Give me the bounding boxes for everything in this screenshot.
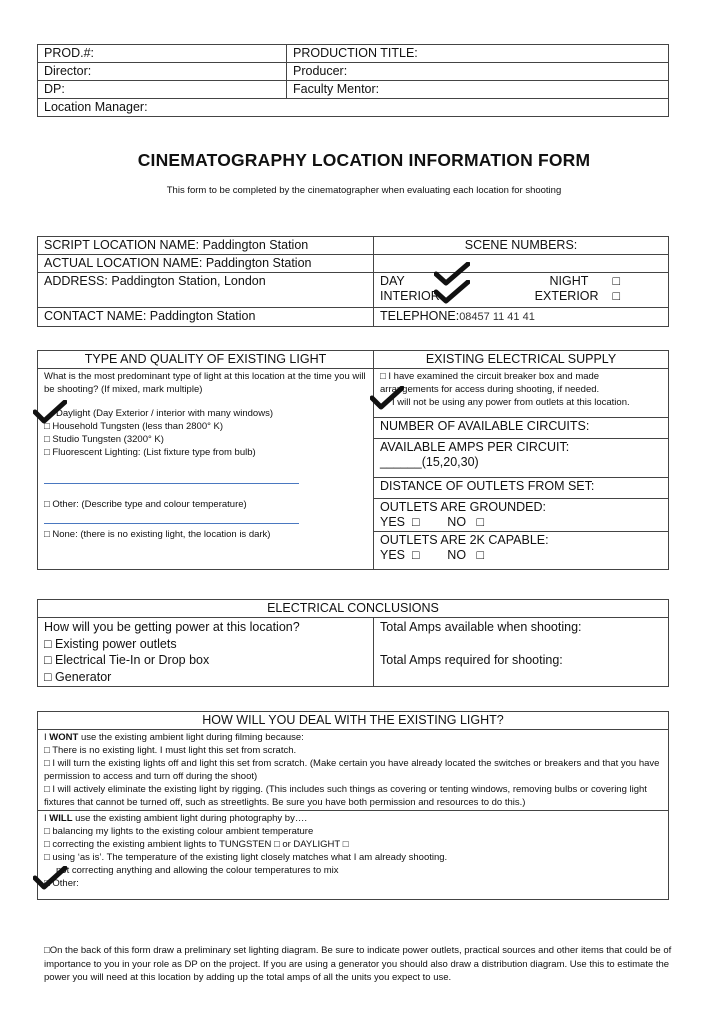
other-blank-line[interactable] <box>44 513 299 524</box>
as-is-option[interactable]: □ using ‘as is’. The temperature of the existing light closely matches what I am already shooting. <box>44 852 448 863</box>
no-light-option[interactable]: □ None: (there is no existing light, the location is dark) <box>44 529 271 540</box>
telephone-cell[interactable] <box>374 308 669 327</box>
total-amps-available[interactable]: Total Amps available when shooting: <box>380 620 582 634</box>
outlets-grounded-label: OUTLETS ARE GROUNDED: <box>380 499 546 514</box>
interior-option[interactable]: INTERIOR <box>380 289 440 303</box>
power-source-cell <box>38 618 374 687</box>
tie-in-option[interactable]: □ Electrical Tie-In or Drop box <box>44 653 210 667</box>
power-source-question: How will you be getting power at this location? <box>44 620 300 634</box>
conclusions-header: ELECTRICAL CONCLUSIONS <box>38 600 669 618</box>
scene-numbers[interactable]: SCENE NUMBERS: <box>374 237 669 255</box>
breaker-options-cell <box>374 369 669 418</box>
studio-tungsten-option[interactable]: □ Studio Tungsten (3200° K) <box>44 434 164 445</box>
contact-name[interactable]: CONTACT NAME: Paddington Station <box>38 308 374 327</box>
actual-location-name[interactable]: ACTUAL LOCATION NAME: Paddington Station <box>38 255 374 273</box>
night-option[interactable]: NIGHT □ <box>549 274 620 288</box>
telephone-value: 08457 11 41 41 <box>459 311 535 323</box>
outlets-grounded-yes-no[interactable]: YES □ NO □ <box>380 514 485 529</box>
total-amps-required[interactable]: Total Amps required for shooting: <box>380 652 563 667</box>
breaker-option[interactable]: □ I have examined the circuit breaker box and made <box>380 371 600 382</box>
footer-instructions: □On the back of this form draw a preliminary set lighting diagram. Be sure to indicate power outlets, practical sources and other items that could be of importance to you in your role as DP on the project. If you are using a generator you should also draw a distribution diagram. Use this to estimate the power you will need at this location by adding up the total amps of all the units you expect to use. <box>44 945 672 983</box>
dp-field[interactable]: DP: <box>38 81 287 99</box>
check-icon <box>33 400 67 424</box>
no-outlets-option[interactable]: I will not be using any power from outlets at this location. <box>392 397 630 408</box>
balancing-option[interactable]: □ balancing my lights to the existing colour ambient temperature <box>44 826 314 837</box>
faculty-mentor-field[interactable]: Faculty Mentor: <box>287 81 669 99</box>
correcting-option[interactable]: □ correcting the existing ambient lights to TUNGSTEN □ or DAYLIGHT □ <box>44 839 349 850</box>
light-header: TYPE AND QUALITY OF EXISTING LIGHT <box>38 351 374 369</box>
existing-outlets-option[interactable]: □ Existing power outlets <box>44 636 177 651</box>
household-tungsten-option[interactable]: □ Household Tungsten (less than 2800° K) <box>44 421 224 432</box>
check-icon <box>434 280 470 304</box>
daylight-option[interactable]: Daylight (Day Exterior / interior with many windows) <box>56 408 273 419</box>
electrical-conclusions-table <box>37 599 669 687</box>
fluorescent-option[interactable]: □ Fluorescent Lighting: (List fixture type from bulb) <box>44 447 256 458</box>
amps-per-circuit[interactable]: AVAILABLE AMPS PER CIRCUIT: ______(15,20,30) <box>374 439 669 478</box>
outlets-2k-cell <box>374 531 669 570</box>
day-option[interactable]: DAY <box>380 274 405 288</box>
location-table <box>37 236 669 327</box>
light-question: What is the most predominant type of light at this location at the time you will be shooting? (If mixed, mark multiple) <box>44 371 366 395</box>
no-existing-light-option[interactable]: □ There is no existing light. I must light this set from scratch. <box>44 745 297 756</box>
outlets-2k-yes-no[interactable]: YES □ NO □ <box>380 547 485 562</box>
wont-use-cell <box>38 730 669 811</box>
production-title-field[interactable]: PRODUCTION TITLE: <box>287 45 669 63</box>
light-electrical-table <box>37 350 669 570</box>
generator-option[interactable]: □ Generator <box>44 669 112 684</box>
amps-summary-cell <box>374 618 669 687</box>
script-location-name[interactable]: SCRIPT LOCATION NAME: Paddington Station <box>38 237 374 255</box>
outlets-2k-label: OUTLETS ARE 2K CAPABLE: <box>380 532 549 547</box>
outlets-grounded-cell <box>374 498 669 531</box>
will-use-cell <box>38 811 669 900</box>
electrical-header: EXISTING ELECTRICAL SUPPLY <box>374 351 669 369</box>
outlet-distance[interactable]: DISTANCE OF OUTLETS FROM SET: <box>374 477 669 498</box>
director-field[interactable]: Director: <box>38 63 287 81</box>
not-correcting-option[interactable]: not correcting anything and allowing the colour temperatures to mix <box>56 865 339 876</box>
empty-cell <box>374 255 669 273</box>
check-icon <box>33 866 67 890</box>
day-night-cell <box>374 273 669 308</box>
other-option[interactable]: □ Other: <box>44 878 79 889</box>
other-light-option[interactable]: □ Other: (Describe type and colour temperature) <box>44 499 247 510</box>
eliminate-light-option[interactable]: □ I will actively eliminate the existing light by rigging. (This includes such things as covering or tenting windows, removing bulbs or covering light fixtures that cannot be turned off, such as streetlights. Be sure you have both permission and resources to do this.) <box>44 784 647 808</box>
breaker-option-cont: arrangements for access during shooting, if needed. <box>380 384 600 395</box>
existing-light-header: HOW WILL YOU DEAL WITH THE EXISTING LIGHT? <box>38 712 669 730</box>
exterior-option[interactable]: EXTERIOR □ <box>534 289 620 303</box>
check-icon <box>370 386 404 410</box>
will-use-intro: I WILL use the existing ambient light during photography by…. <box>44 813 307 824</box>
producer-field[interactable]: Producer: <box>287 63 669 81</box>
address-field[interactable]: ADDRESS: Paddington Station, London <box>38 273 374 308</box>
fluorescent-blank-line[interactable] <box>44 473 299 484</box>
turn-off-lights-option[interactable]: □ I will turn the existing lights off and light this set from scratch. (Make certain you have already located the switches or breakers and that you have permission to access and turn off during the shoot) <box>44 758 660 782</box>
location-manager-field[interactable]: Location Manager: <box>38 99 669 117</box>
form-subtitle: This form to be completed by the cinematographer when evaluating each location for shooting <box>166 185 562 196</box>
telephone-label: TELEPHONE: <box>380 309 460 323</box>
available-circuits[interactable]: NUMBER OF AVAILABLE CIRCUITS: <box>374 418 669 439</box>
light-options-cell <box>38 369 374 570</box>
production-header-table <box>37 44 669 117</box>
existing-light-table <box>37 711 669 900</box>
form-title: CINEMATOGRAPHY LOCATION INFORMATION FORM <box>137 150 591 170</box>
wont-use-intro: I WONT use the existing ambient light during filming because: <box>44 732 304 743</box>
prod-number-field[interactable]: PROD.#: <box>38 45 287 63</box>
